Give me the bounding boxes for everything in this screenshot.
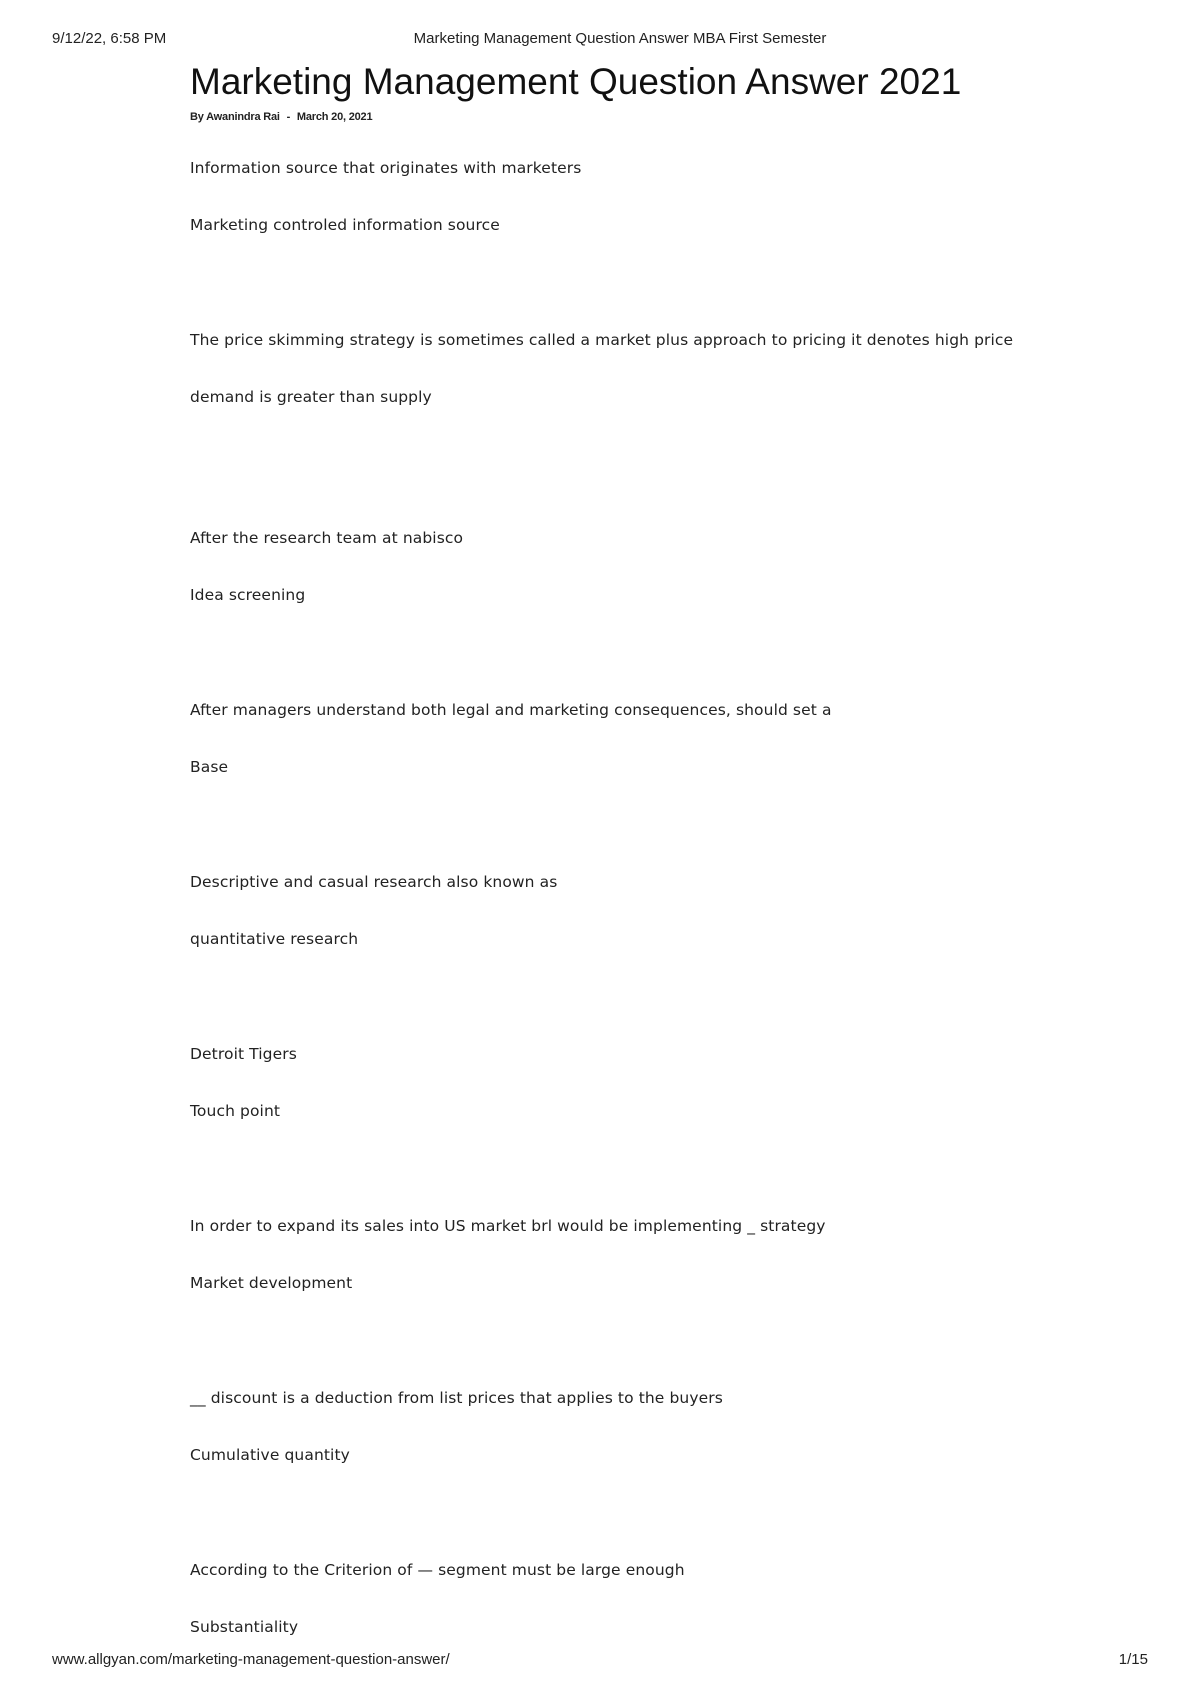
qa-item	[190, 1384, 1050, 1556]
byline-prefix: By	[190, 111, 204, 123]
qa-item	[190, 326, 1050, 524]
question-text: After managers understand both legal and marketing consequences, should set a	[190, 701, 832, 719]
qa-item	[190, 1556, 1050, 1656]
answer-text: Cumulative quantity	[190, 1446, 350, 1464]
qa-item	[190, 524, 1050, 696]
answer-text: Base	[190, 758, 229, 776]
question-text: Descriptive and casual research also known as	[190, 873, 558, 891]
byline	[190, 111, 1060, 123]
publish-date: March 20, 2021	[296, 111, 373, 123]
qa-item	[190, 154, 1050, 326]
question-text: Information source that originates with marketers	[190, 159, 582, 177]
answer-text: quantitative research	[190, 930, 359, 948]
qa-item	[190, 1212, 1050, 1384]
answer-text: Market development	[190, 1274, 353, 1292]
question-text: __ discount is a deduction from list prices that applies to the buyers	[190, 1389, 723, 1407]
answer-text: Substantiality	[190, 1618, 299, 1636]
author-link[interactable]: Awanindra Rai	[206, 111, 280, 123]
question-text: Detroit Tigers	[190, 1045, 297, 1063]
qa-item	[190, 696, 1050, 868]
print-page-title: Marketing Management Question Answer MBA First Semester	[413, 30, 827, 47]
page-number: 1/15	[1118, 1651, 1148, 1668]
print-header	[52, 30, 1148, 50]
article-header	[190, 58, 1060, 123]
page-url: www.allgyan.com/marketing-management-question-answer/	[52, 1651, 450, 1668]
answer-text: demand is greater than supply	[190, 388, 432, 406]
answer-text: Marketing controled information source	[190, 216, 500, 234]
qa-item	[190, 868, 1050, 1040]
print-datetime: 9/12/22, 6:58 PM	[52, 30, 167, 47]
question-text: According to the Criterion of — segment must be large enough	[190, 1561, 685, 1579]
byline-separator: -	[286, 111, 291, 123]
answer-text: Touch point	[190, 1102, 281, 1120]
question-text: In order to expand its sales into US market brl would be implementing _ strategy	[190, 1217, 826, 1235]
article-title: Marketing Management Question Answer 2021	[190, 61, 962, 102]
qa-item	[190, 1040, 1050, 1212]
print-footer	[52, 1651, 1148, 1671]
answer-text: Idea screening	[190, 586, 306, 604]
question-text: After the research team at nabisco	[190, 529, 464, 547]
qa-list	[190, 154, 1050, 1656]
question-text: The price skimming strategy is sometimes called a market plus approach to pricing it denotes high price	[190, 331, 1014, 349]
